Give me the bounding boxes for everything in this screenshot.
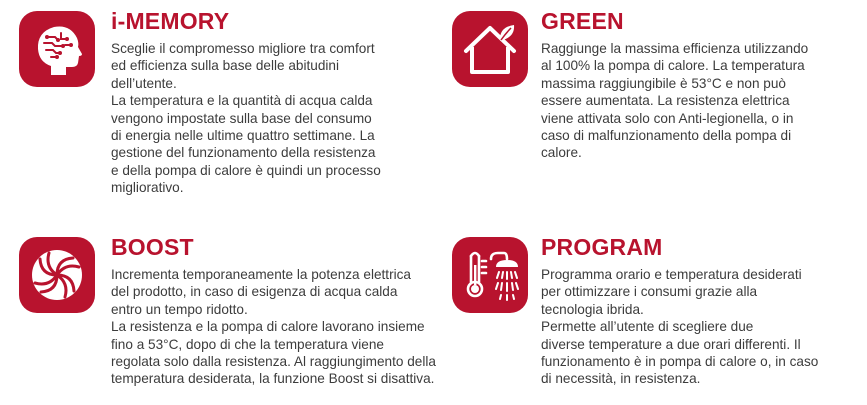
- description-line: caso di malfunzionamento della pompa di: [541, 128, 792, 144]
- description-line: essere aumentata. La resistenza elettrica: [541, 93, 790, 109]
- description-line: Permette all’utente di scegliere due: [541, 319, 754, 335]
- description-line: vengono impostate sulla base del consumo: [111, 110, 372, 126]
- head-circuit-icon: [19, 11, 95, 87]
- description-line: La resistenza e la pompa di calore lavorano insieme: [111, 319, 425, 335]
- feature-title: PROGRAM: [541, 234, 663, 260]
- feature-description: [541, 40, 836, 162]
- description-line: Incrementa temporaneamente la potenza elettrica: [111, 267, 411, 282]
- description-line: Raggiunge la massima efficienza utilizzando: [541, 41, 809, 56]
- thermometer-shower-icon: [452, 237, 528, 313]
- description-line: Sceglie il compromesso migliore tra comfort: [111, 41, 375, 56]
- description-line: tecnologia ibrida.: [541, 301, 644, 317]
- feature-title: GREEN: [541, 8, 624, 34]
- description-line: La temperatura e la quantità di acqua calda: [111, 93, 373, 109]
- description-line: del prodotto, in caso di esigenza di acqua calda: [111, 284, 398, 300]
- description-line: di necessità, in resistenza.: [541, 371, 701, 387]
- description-line: viene attivata solo con Anti-legionella, o in: [541, 110, 794, 126]
- description-line: fino a 53°C, dopo di che la temperatura viene: [111, 336, 384, 352]
- eco-house-icon: [452, 11, 528, 87]
- description-line: calore.: [541, 145, 582, 161]
- description-line: Programma orario e temperatura desiderati: [541, 267, 802, 282]
- feature-description: [111, 266, 456, 388]
- description-line: migliorativo.: [111, 180, 184, 196]
- feature-title: i-MEMORY: [111, 8, 230, 34]
- spiral-boost-icon: [19, 237, 95, 313]
- description-line: ed efficienza sulla base delle abitudini: [111, 58, 339, 74]
- feature-title: BOOST: [111, 234, 194, 260]
- feature-description: [541, 266, 856, 388]
- description-line: al 100% la pompa di calore. La temperatura: [541, 58, 805, 74]
- description-line: diverse temperature a due orari differenti. Il: [541, 336, 801, 352]
- description-line: per ottimizzare i consumi grazie alla: [541, 284, 758, 300]
- description-line: massima raggiungibile è 53°C e non può: [541, 75, 786, 91]
- description-line: dell’utente.: [111, 75, 177, 91]
- description-line: di energia nelle ultime quattro settimane. La: [111, 128, 375, 144]
- description-line: funzionamento è in pompa di calore o, in caso: [541, 354, 819, 370]
- description-line: e della pompa di calore è quindi un processo: [111, 162, 381, 178]
- description-line: gestione del funzionamento della resistenza: [111, 145, 376, 161]
- description-line: regolata solo dalla resistenza. Al raggiungimento della: [111, 354, 436, 370]
- description-line: temperatura desiderata, la funzione Boost si disattiva.: [111, 371, 435, 387]
- feature-description: [111, 40, 411, 197]
- description-line: entro un tempo ridotto.: [111, 301, 248, 317]
